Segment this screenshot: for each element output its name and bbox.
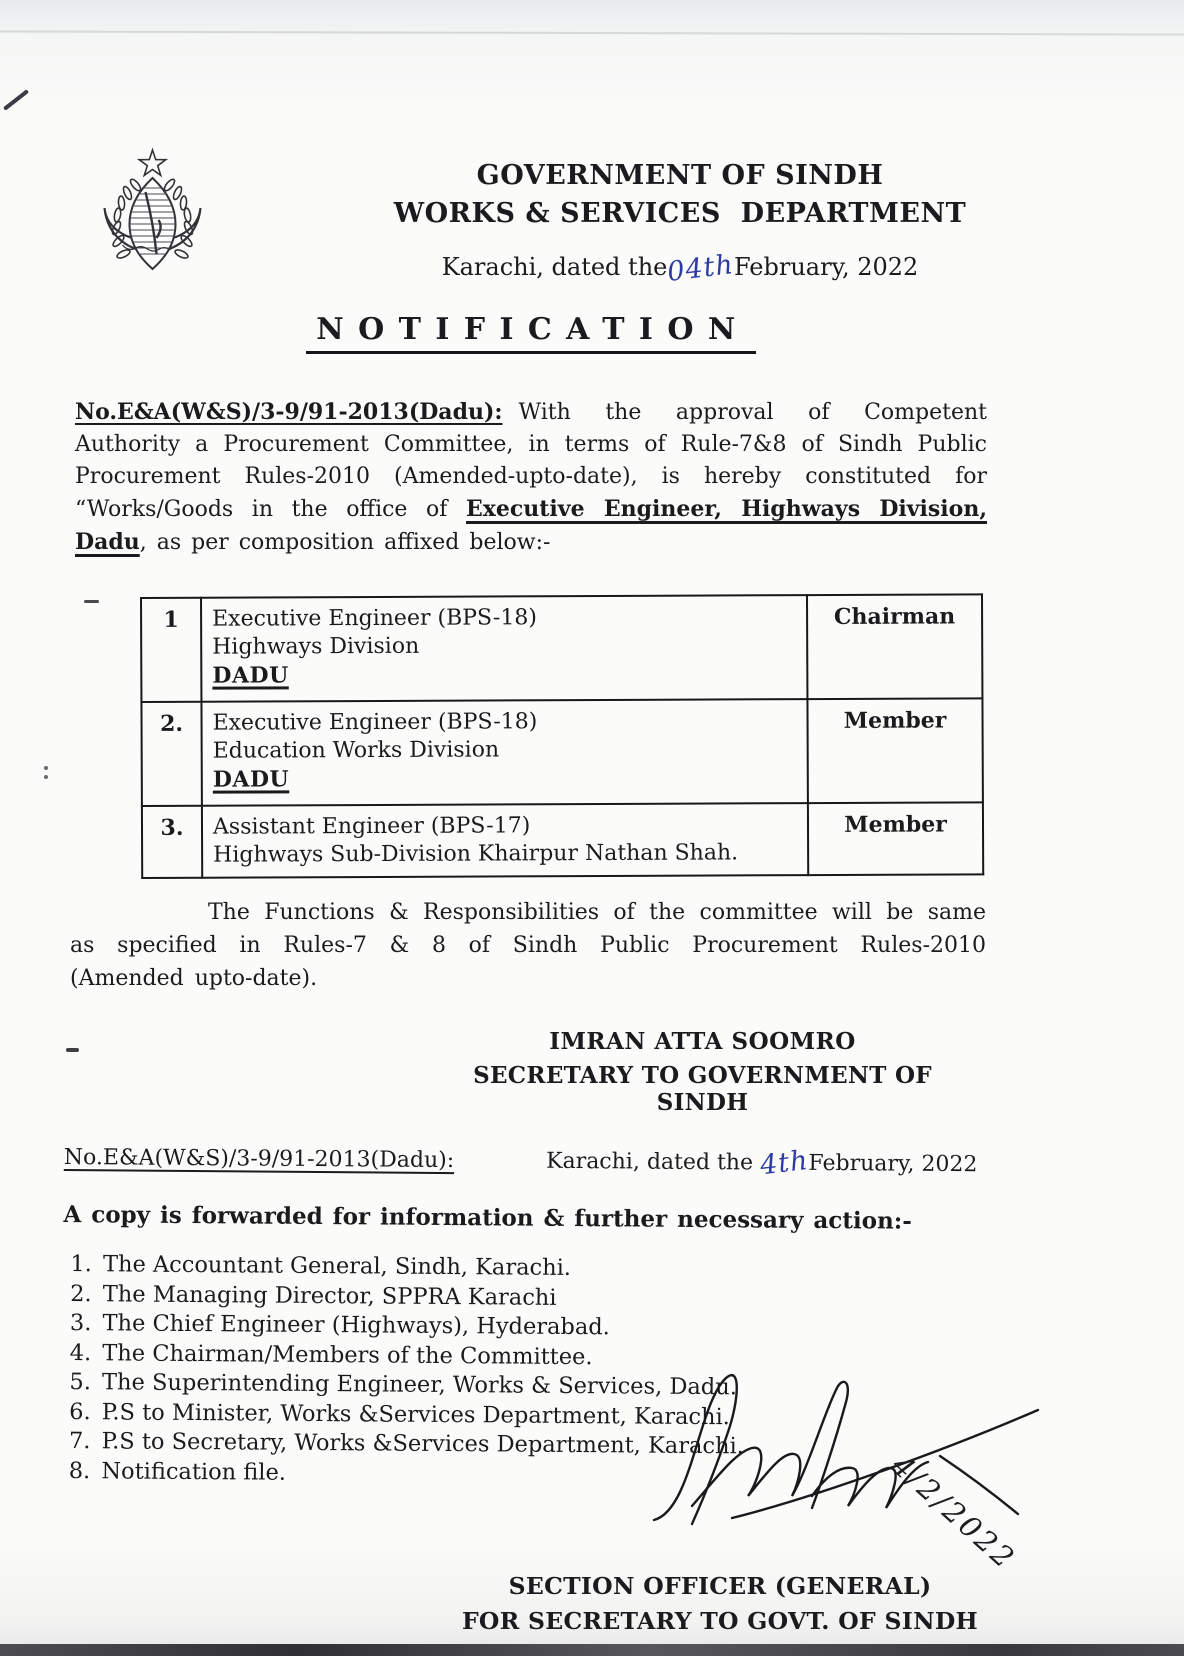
recipient-item: 8. Notification file. [97, 1457, 1011, 1494]
margin-dash-artifact [84, 600, 99, 603]
designation-cell [201, 699, 807, 806]
serial-cell: 1 [141, 598, 201, 702]
designation-line: Executive Engineer (BPS-18) [212, 709, 538, 736]
issue-date-line [350, 249, 1010, 288]
document-header [350, 160, 1010, 288]
division-line: Education Works Division [212, 737, 500, 764]
recipient-item: 2. The Managing Director, SPPRA Karachi [99, 1280, 1013, 1317]
date-prefix: Karachi, dated the [546, 1148, 754, 1176]
designation-line: Executive Engineer (BPS-18) [212, 605, 537, 632]
reference-number: No.E&A(W&S)/3-9/91-2013(Dadu): [75, 399, 503, 425]
designation-cell [201, 595, 807, 702]
body-text-before: With the approval of Competent Authority a Procurement Committee, in terms of Rule-7&8 of Sindh Public Procurement Rules-2010 (Amended-upto-date), is hereby constituted for “Works/Goods in the office of [75, 400, 987, 522]
committee-composition-table [140, 593, 984, 879]
recipient-item: 5. The Superintending Engineer, Works & Services, Dadu. [98, 1368, 1012, 1405]
table-row [141, 698, 982, 806]
date-suffix: February, 2022 [733, 253, 919, 281]
role-cell: Chairman [807, 594, 982, 699]
recipient-item: 7. P.S to Secretary, Works &Services Department, Karachi. [98, 1427, 1012, 1464]
division-line: Highways Sub-Division Khairpur Nathan Shah. [213, 840, 739, 868]
station-line: DADU [212, 662, 289, 689]
signatory-name: IMRAN ATTA SOOMRO [549, 1028, 856, 1055]
sindh-government-emblem-icon [80, 142, 225, 302]
station-line: DADU [212, 766, 290, 793]
recipient-item: 4. The Chairman/Members of the Committee. [98, 1339, 1012, 1376]
title-row [75, 312, 987, 354]
endorsement-ref-row [63, 1140, 1014, 1182]
serial-cell: 3. [142, 806, 202, 878]
endorsement-date-line [546, 1144, 978, 1182]
department-name-line1: GOVERNMENT OF SINDH [476, 160, 884, 191]
table-row [141, 594, 982, 702]
signatory-designation: SECRETARY TO GOVERNMENT OF SINDH [473, 1062, 932, 1116]
table-row [142, 802, 983, 878]
footer-designation-line2: FOR SECRETARY TO GOVT. OF SINDH [461, 1607, 979, 1635]
serial-cell: 2. [141, 702, 201, 806]
role-cell: Member [807, 698, 982, 803]
date-suffix: February, 2022 [808, 1150, 978, 1178]
signatory-block [430, 1028, 975, 1116]
scan-edge-strip [0, 1644, 1184, 1656]
recipient-item: 1. The Accountant General, Sindh, Karachi. [99, 1250, 1013, 1287]
footer-designation-line1: SECTION OFFICER (GENERAL) [508, 1572, 932, 1600]
page-title: NOTIFICATION [306, 312, 755, 354]
functions-paragraph: The Functions & Responsibilities of the committee will be same as specified in Rules-7 & 8 of Sindh Public Procurement Rules-2010 (Amended upto-date). [70, 900, 986, 991]
office-name-emphasis: Executive Engineer, Highways Division, Dadu [75, 496, 987, 555]
recipient-item: 6. P.S to Minister, Works &Services Department, Karachi. [98, 1398, 1012, 1435]
division-line: Highways Division [212, 633, 420, 660]
notification-body-paragraph [75, 396, 987, 559]
copy-forwarded-line: A copy is forwarded for information & further necessary action:- [63, 1200, 912, 1235]
recipient-item: 3. The Chief Engineer (Highways), Hyderabad. [98, 1309, 1012, 1346]
date-prefix: Karachi, dated the [441, 253, 668, 281]
handwritten-day: 4th [758, 1144, 811, 1182]
handwritten-signature-icon [640, 1352, 1140, 1567]
footer-signatory-block [415, 1572, 1025, 1635]
pen-mark-artifact [3, 89, 29, 111]
handwritten-signature-date: 4/2/2022 [885, 1448, 1023, 1577]
designation-line: Assistant Engineer (BPS-17) [212, 813, 531, 840]
paper-crease-line [0, 30, 1184, 35]
margin-dot-artifact [44, 766, 48, 770]
role-cell: Member [808, 802, 983, 875]
body-text-after: , as per composition affixed below:- [139, 530, 551, 555]
designation-cell [202, 803, 808, 878]
handwritten-day: 04th [665, 249, 736, 288]
margin-dash-artifact [66, 1048, 79, 1052]
department-name-line2: WORKS & SERVICES DEPARTMENT [393, 198, 967, 229]
endorsement-reference-number: No.E&A(W&S)/3-9/91-2013(Dadu): [63, 1144, 455, 1174]
